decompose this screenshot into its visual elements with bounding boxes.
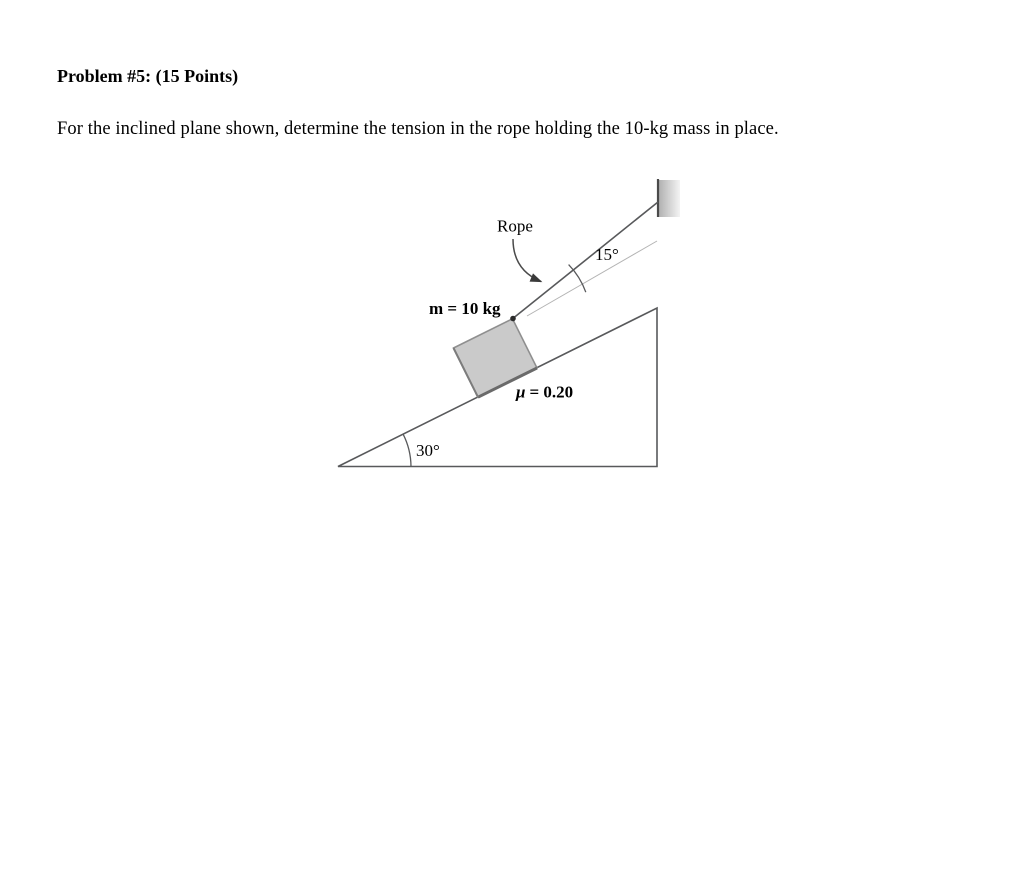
rope-label: Rope [497,216,533,236]
rope-angle-label: 15° [595,245,619,264]
rope-pointer-arrow [513,239,541,282]
friction-label [515,383,573,402]
mass-label: m = 10 kg [429,299,501,318]
angle-reference-line [527,241,657,316]
problem-statement: For the inclined plane shown, determine the tension in the rope holding the 10-kg mass in place. [57,119,779,139]
rope-attachment-point [510,316,516,322]
rope-angle-arc [569,265,586,293]
problem-title: Problem #5: (15 Points) [57,66,239,86]
wall-anchor [658,180,680,217]
incline-angle-label: 30° [416,441,440,460]
rope-line [513,202,659,319]
incline-angle-arc [403,434,411,467]
friction-mu-symbol: μ [516,382,526,402]
friction-value: = 0.20 [529,382,574,402]
